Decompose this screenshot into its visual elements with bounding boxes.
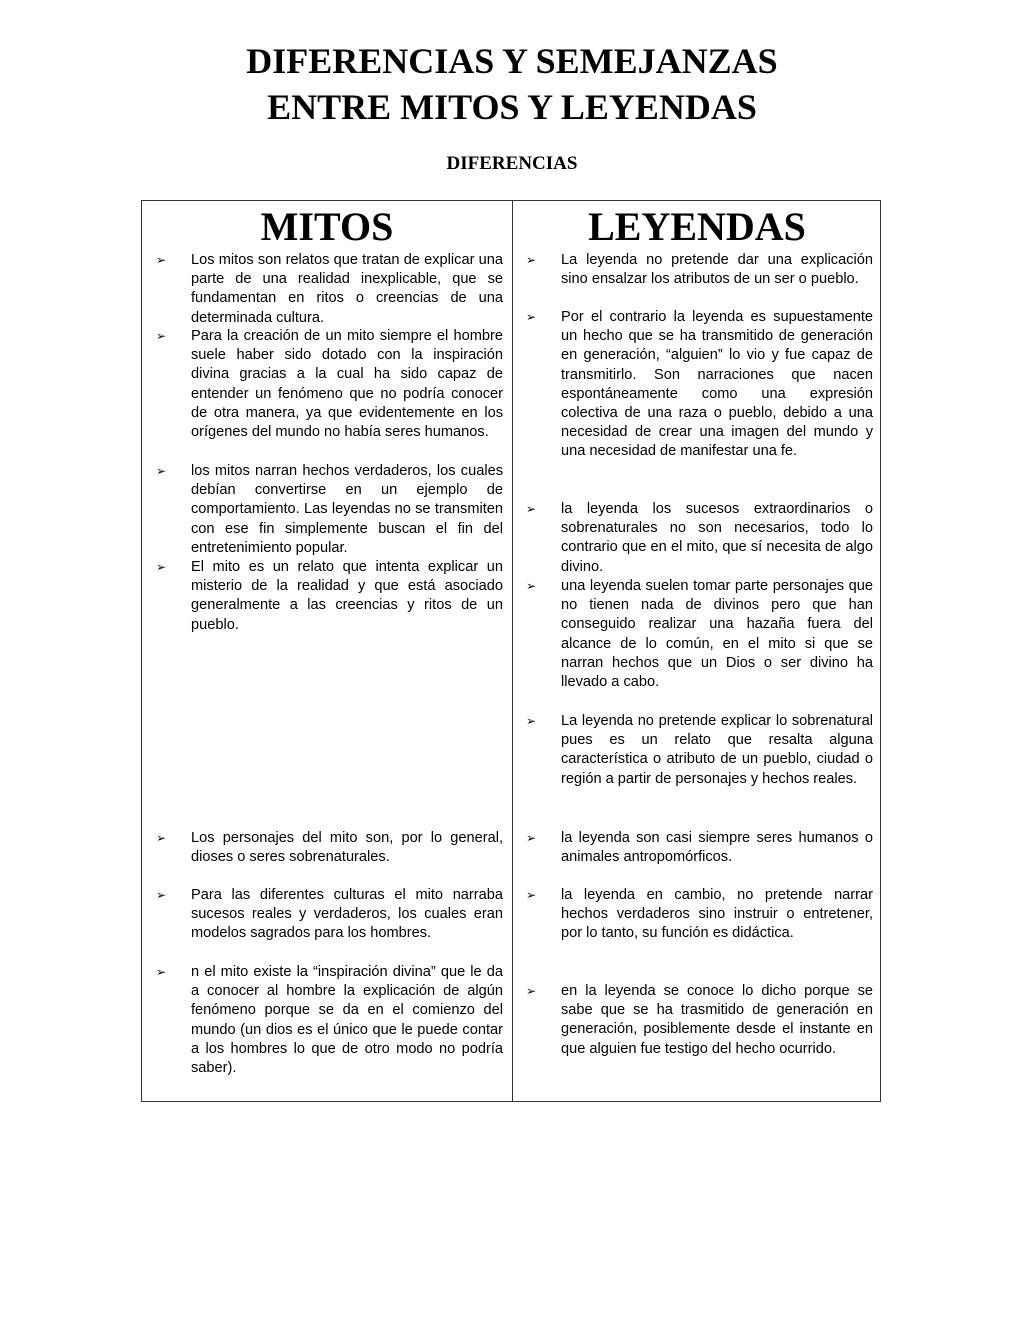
arrow-bullet-icon: ➢ <box>526 253 537 267</box>
list-item-text: la leyenda son casi siempre seres humanos o animales antropomórficos. <box>561 830 873 866</box>
arrow-bullet-icon: ➢ <box>156 329 167 343</box>
arrow-bullet-icon: ➢ <box>156 253 167 267</box>
arrow-bullet-icon: ➢ <box>156 464 167 478</box>
arrow-bullet-icon: ➢ <box>526 714 537 728</box>
arrow-bullet-icon: ➢ <box>526 310 537 324</box>
list-item-text: Para las diferentes culturas el mito narraba sucesos reales y verdaderos, los cuales eran modelos sagrados para los hombres. <box>191 887 503 942</box>
title-line-2: ENTRE MITOS Y LEYENDAS <box>267 87 757 127</box>
page-title <box>0 38 1024 130</box>
arrow-bullet-icon: ➢ <box>526 831 537 845</box>
column-header-mitos: MITOS <box>260 204 394 249</box>
arrow-bullet-icon: ➢ <box>526 502 537 516</box>
arrow-bullet-icon: ➢ <box>156 560 167 574</box>
list-item-text: La leyenda no pretende dar una explicación sino ensalzar los atributos de un ser o pueblo. <box>561 252 873 288</box>
list-item-text: Por el contrario la leyenda es supuestamente un hecho que se ha transmitido de generación en generación, “alguien” lo vio y fue capaz de transmitirlo. Son narraciones que nacen espontáneamente como una expresión colectiva de una raza o pueblo, debido a una necesidad de crear una imagen del mundo y una necesidad de manifestar una fe. <box>561 309 873 460</box>
list-item-text: Los personajes del mito son, por lo general, dioses o seres sobrenaturales. <box>191 830 503 866</box>
list-item-text: la leyenda los sucesos extraordinarios o sobrenaturales no son necesarios, todo lo contrario que en el mito, que sí necesita de algo divino. <box>561 501 873 575</box>
comparison-table <box>141 200 881 1102</box>
title-line-1: DIFERENCIAS Y SEMEJANZAS <box>246 41 778 81</box>
list-item-text: n el mito existe la “inspiración divina” que le da a conocer al hombre la explicación de algún fenómeno porque se da en el comienzo del mundo (un dios es el único que le puede contar a los hombres lo que de otro modo no podría saber). <box>191 964 503 1077</box>
section-subtitle: DIFERENCIAS <box>446 153 578 174</box>
column-divider <box>512 201 513 1101</box>
list-item-text: Los mitos son relatos que tratan de explicar una parte de una realidad inexplicable, que se fundamentan en ritos o creencias de una determinada cultura. <box>191 252 503 326</box>
arrow-bullet-icon: ➢ <box>526 579 537 593</box>
list-item-text: El mito es un relato que intenta explicar un misterio de la realidad y que está asociado generalmente a las creencias y ritos de un pueblo. <box>191 559 503 633</box>
arrow-bullet-icon: ➢ <box>526 984 537 998</box>
list-item-text: Para la creación de un mito siempre el hombre suele haber sido dotado con la inspiración divina gracias a la cual ha sido capaz de entender un fenómeno que no podría conocer de otra manera, ya que evidentemente en los orígenes del mundo no había seres humanos. <box>191 328 503 441</box>
arrow-bullet-icon: ➢ <box>156 965 167 979</box>
arrow-bullet-icon: ➢ <box>156 831 167 845</box>
arrow-bullet-icon: ➢ <box>526 888 537 902</box>
list-item-text: una leyenda suelen tomar parte personajes que no tienen nada de divinos pero que han conseguido realizar una hazaña fuera del alcance de lo común, en el mito si que se narran hechos que un Dios o ser divino ha llevado a cabo. <box>561 578 873 691</box>
list-item-text: los mitos narran hechos verdaderos, los cuales debían convertirse en un ejemplo de comportamiento. Las leyendas no se transmiten con ese fin simplemente buscan el fin del entretenimiento popular. <box>191 463 503 556</box>
arrow-bullet-icon: ➢ <box>156 888 167 902</box>
column-header-leyendas: LEYENDAS <box>588 204 806 249</box>
list-item-text: en la leyenda se conoce lo dicho porque se sabe que se ha trasmitido de generación en generación, posiblemente desde el instante en que alguien fue testigo del hecho ocurrido. <box>561 983 873 1057</box>
list-item-text: La leyenda no pretende explicar lo sobrenatural pues es un relato que resalta alguna característica o atributo de un pueblo, ciudad o región a partir de personajes y hechos reales. <box>561 713 873 787</box>
list-item-text: la leyenda en cambio, no pretende narrar hechos verdaderos sino instruir o entretener, por lo tanto, su función es didáctica. <box>561 887 873 942</box>
